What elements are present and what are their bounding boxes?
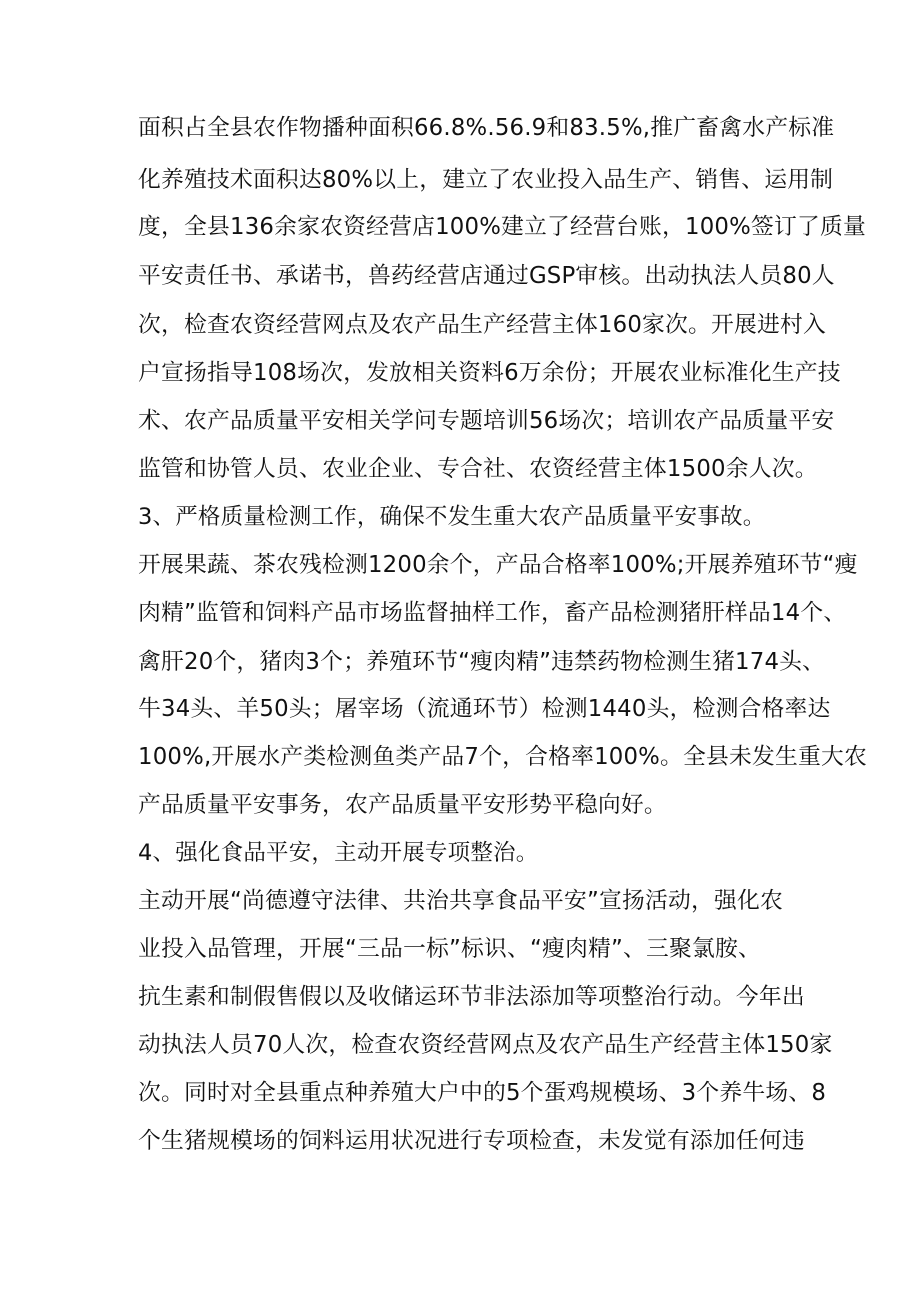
text-line: 产品质量平安事务，农产品质量平安形势平稳向好。 [138, 792, 667, 818]
text-line: 度，全县136余家农资经营店100%建立了经营台账，100%签订了质量 [138, 214, 866, 240]
text-line: 肉精”监管和饲料产品市场监督抽样工作，畜产品检测猪肝样品14个、 [138, 600, 847, 626]
text-line: 户宣扬指导108场次，发放相关资料6万余份；开展农业标准化生产技 [138, 360, 841, 386]
text-line: 次。同时对全县重点种养殖大户中的5个蛋鸡规模场、3个养牛场、8 [138, 1080, 827, 1106]
text-line: 主动开展“尚德遵守法律、共治共享食品平安”宣扬活动，强化农 [138, 888, 783, 914]
text-line: 化养殖技术面积达80%以上，建立了农业投入品生产、销售、运用制 [138, 167, 834, 193]
text-line: 牛34头、羊50头；屠宰场（流通环节）检测1440头，检测合格率达 [138, 696, 831, 722]
text-line: 个生猪规模场的饲料运用状况进行专项检查，未发觉有添加任何违 [138, 1128, 805, 1154]
text-line: 开展果蔬、茶农残检测1200余个，产品合格率100%;开展养殖环节“瘦 [138, 552, 858, 578]
text-line: 业投入品管理，开展“三品一标”标识、“瘦肉精”、三聚氯胺、 [138, 936, 761, 962]
text-line: 平安责任书、承诺书，兽药经营店通过GSP审核。出动执法人员80人 [138, 263, 835, 289]
text-line: 100%,开展水产类检测鱼类产品7个，合格率100%。全县未发生重大农 [138, 744, 868, 770]
text-line: 抗生素和制假售假以及收储运环节非法添加等项整治行动。今年出 [138, 984, 805, 1010]
section-heading-3: 3、严格质量检测工作，确保不发生重大农产品质量平安事故。 [138, 504, 766, 530]
text-line: 禽肝20个，猪肉3个；养殖环节“瘦肉精”违禁药物检测生猪174头、 [138, 649, 826, 675]
text-line: 动执法人员70人次，检查农资经营网点及农产品生产经营主体150家 [138, 1032, 833, 1058]
text-line: 监管和协管人员、农业企业、专合社、农资经营主体1500余人次。 [138, 456, 818, 482]
text-line: 面积占全县农作物播种面积66.8%.56.9和83.5%,推广畜禽水产标准 [138, 115, 835, 141]
text-line: 次，检查农资经营网点及农产品生产经营主体160家次。开展进村入 [138, 312, 827, 338]
text-line: 术、农产品质量平安相关学问专题培训56场次；培训农产品质量平安 [138, 408, 835, 434]
section-heading-4: 4、强化食品平安，主动开展专项整治。 [138, 840, 539, 866]
